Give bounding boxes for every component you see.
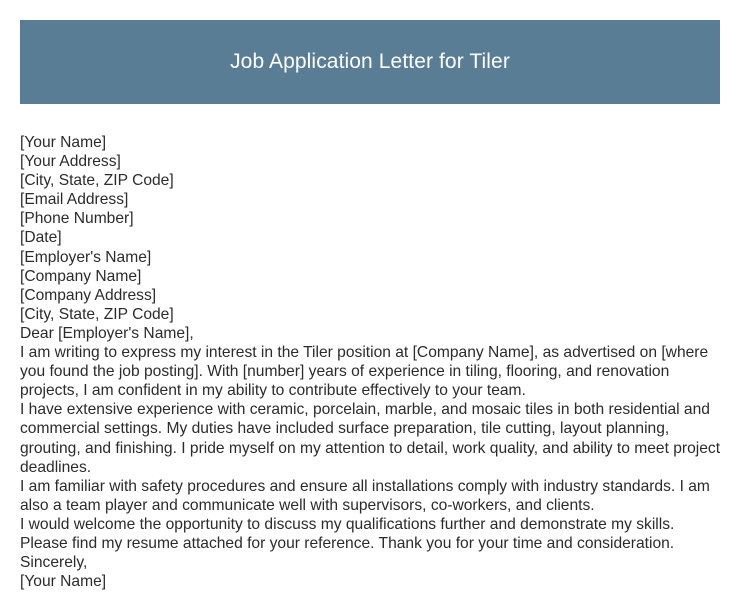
closing: Sincerely, (20, 554, 88, 572)
body-paragraph: I am familiar with safety procedures and ensure all installations comply with industry standards. I am also a team player and communicate well with supervisors, co-workers, and clients. (20, 477, 710, 514)
sender-address: [Your Address] (20, 153, 121, 171)
letter-date: [Date] (20, 229, 62, 247)
body-paragraph: I have extensive experience with ceramic, porcelain, marble, and mosaic tiles in both residential and commercial settings. My duties have included surface preparation, tile cutting, layout planning, grouting, and finishing. I pride myself on my attention to detail, work quality, and ability to meet project deadlines. (20, 401, 721, 476)
body-paragraph: I would welcome the opportunity to discuss my qualifications further and demonstrate my skills. Please find my resume attached for your reference. Thank you for your time and consideration. (20, 515, 675, 552)
sender-name: [Your Name] (20, 134, 107, 151)
letter-body (20, 133, 722, 591)
sender-phone: [Phone Number] (20, 210, 134, 228)
recipient-city-state-zip: [City, State, ZIP Code] (20, 305, 174, 323)
recipient-name: [Employer's Name] (20, 248, 152, 266)
sender-city-state-zip: [City, State, ZIP Code] (20, 172, 174, 190)
body-paragraph: I am writing to express my interest in the Tiler position at [Company Name], as advertised on [where you found the job posting]. With [number] years of experience in tiling, flooring, and renovation projects, I am confident in my ability to contribute effectively to your team. (20, 344, 709, 400)
salutation: Dear [Employer's Name], (20, 324, 194, 342)
signature: [Your Name] (20, 573, 107, 591)
recipient-company: [Company Name] (20, 267, 142, 285)
title-banner (20, 20, 720, 104)
sender-email: [Email Address] (20, 191, 129, 209)
recipient-address: [Company Address] (20, 286, 157, 304)
page-title: Job Application Letter for Tiler (230, 50, 510, 73)
